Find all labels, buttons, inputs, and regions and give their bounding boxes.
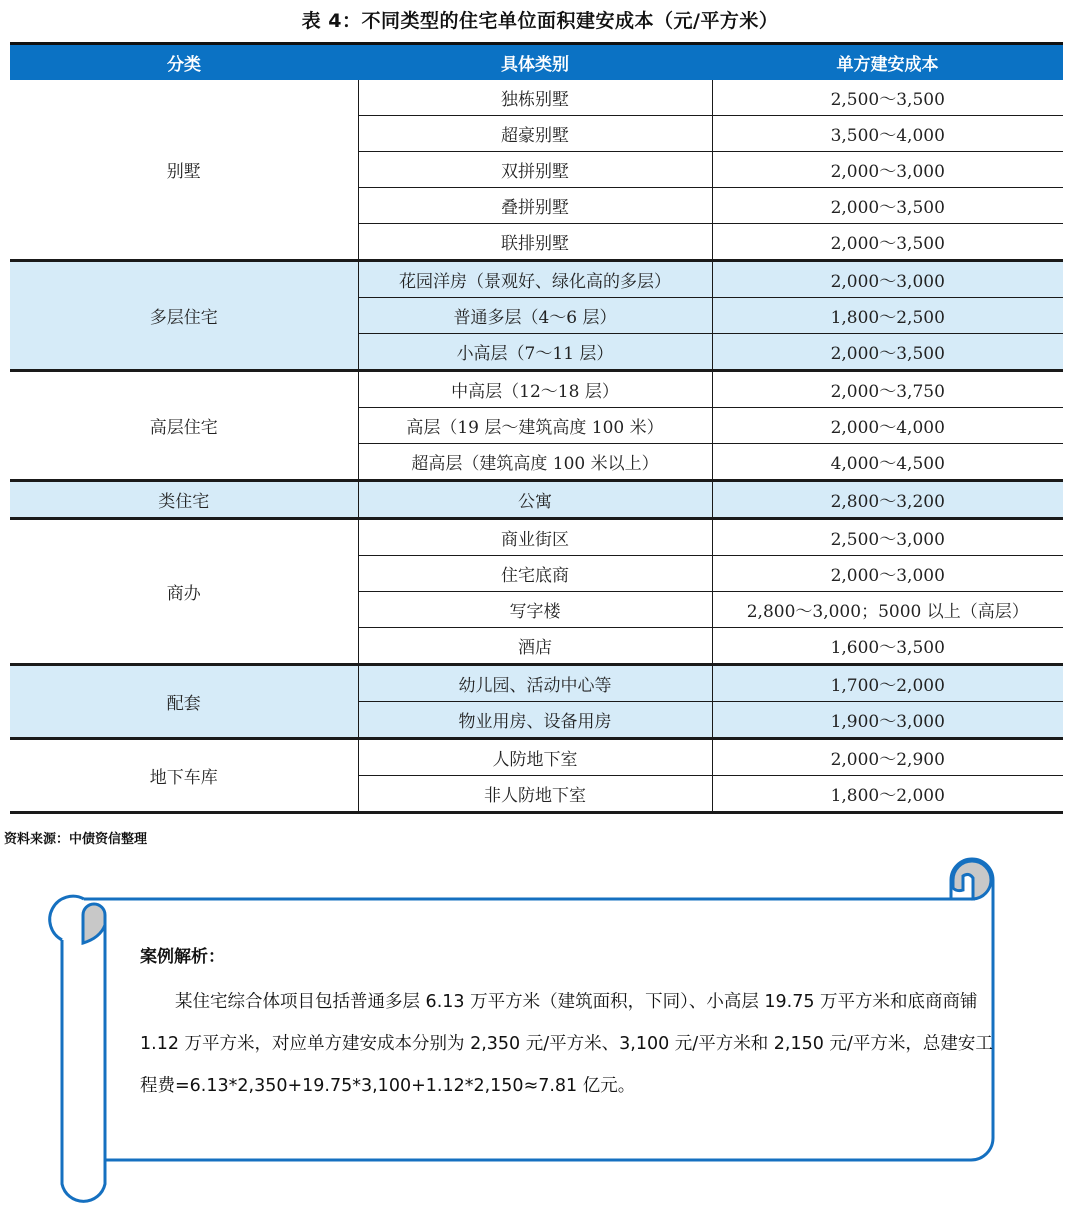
cost-cell: 1,600～3,500 <box>712 628 1063 665</box>
type-cell: 酒店 <box>358 628 712 665</box>
type-cell: 人防地下室 <box>358 739 712 776</box>
group-quasi-residential <box>10 481 1063 519</box>
cost-cell: 2,000～4,000 <box>712 408 1063 444</box>
table-row <box>10 481 1063 519</box>
type-cell: 物业用房、设备用房 <box>358 702 712 739</box>
cost-cell: 1,900～3,000 <box>712 702 1063 739</box>
cost-cell: 4,000～4,500 <box>712 444 1063 481</box>
table-row <box>10 261 1063 298</box>
group-supporting-facilities <box>10 665 1063 739</box>
right-curl-icon <box>953 861 991 899</box>
type-cell: 写字楼 <box>358 592 712 628</box>
header-type: 具体类别 <box>358 44 712 81</box>
cost-cell: 2,000～3,000 <box>712 556 1063 592</box>
type-cell: 商业街区 <box>358 519 712 556</box>
cost-cell: 2,000～3,500 <box>712 188 1063 224</box>
cost-cell: 2,000～2,900 <box>712 739 1063 776</box>
cost-cell: 3,500～4,000 <box>712 116 1063 152</box>
group-commercial-office <box>10 519 1063 665</box>
category-cell: 地下车库 <box>10 739 358 813</box>
type-cell: 公寓 <box>358 481 712 519</box>
cost-table <box>10 42 1063 814</box>
case-title: 案例解析： <box>140 947 225 967</box>
cost-cell: 2,000～3,750 <box>712 371 1063 408</box>
type-cell: 小高层（7～11 层） <box>358 334 712 371</box>
table-header-row <box>10 44 1063 81</box>
left-curl-icon <box>83 904 105 943</box>
case-body: 某住宅综合体项目包括普通多层 6.13 万平方米（建筑面积，下同）、小高层 19.75 万平方米和底商商铺 1.12 万平方米，对应单方建安成本分别为 2,350 元/平方米、3,100 元/平方米和 2,150 元/平方米，总建安工程费=6.13*2,350+19.75*3,100+1.12*2,150≈7.81 亿元。 <box>140 992 993 1096</box>
table-row <box>10 519 1063 556</box>
table-row <box>10 739 1063 776</box>
type-cell: 双拼别墅 <box>358 152 712 188</box>
type-cell: 普通多层（4～6 层） <box>358 298 712 334</box>
cost-cell: 1,700～2,000 <box>712 665 1063 702</box>
group-highrise <box>10 371 1063 481</box>
cost-cell: 2,000～3,000 <box>712 152 1063 188</box>
type-cell: 非人防地下室 <box>358 776 712 813</box>
type-cell: 幼儿园、活动中心等 <box>358 665 712 702</box>
group-underground-garage <box>10 739 1063 813</box>
source-note: 资料来源：中债资信整理 <box>4 832 148 847</box>
category-cell: 类住宅 <box>10 481 358 519</box>
category-cell: 商办 <box>10 519 358 665</box>
cost-cell: 2,000～3,500 <box>712 224 1063 261</box>
type-cell: 高层（19 层～建筑高度 100 米） <box>358 408 712 444</box>
type-cell: 联排别墅 <box>358 224 712 261</box>
cost-cell: 2,800～3,000；5000 以上（高层） <box>712 592 1063 628</box>
cost-cell: 2,000～3,000 <box>712 261 1063 298</box>
cost-cell: 1,800～2,500 <box>712 298 1063 334</box>
type-cell: 超豪别墅 <box>358 116 712 152</box>
cost-cell: 2,500～3,000 <box>712 519 1063 556</box>
cost-cell: 2,000～3,500 <box>712 334 1063 371</box>
table-title: 表 4：不同类型的住宅单位面积建安成本（元/平方米） <box>301 10 779 32</box>
table-row <box>10 371 1063 408</box>
type-cell: 超高层（建筑高度 100 米以上） <box>358 444 712 481</box>
type-cell: 叠拼别墅 <box>358 188 712 224</box>
cost-cell: 2,800～3,200 <box>712 481 1063 519</box>
cost-cell: 1,800～2,000 <box>712 776 1063 813</box>
group-villa <box>10 80 1063 261</box>
group-multistorey <box>10 261 1063 371</box>
category-cell: 多层住宅 <box>10 261 358 371</box>
category-cell: 高层住宅 <box>10 371 358 481</box>
type-cell: 住宅底商 <box>358 556 712 592</box>
type-cell: 独栋别墅 <box>358 80 712 116</box>
header-category: 分类 <box>10 44 358 81</box>
category-cell: 别墅 <box>10 80 358 261</box>
table-row <box>10 665 1063 702</box>
cost-cell: 2,500～3,500 <box>712 80 1063 116</box>
case-analysis <box>140 942 1000 1107</box>
category-cell: 配套 <box>10 665 358 739</box>
type-cell: 花园洋房（景观好、绿化高的多层） <box>358 261 712 298</box>
table-row <box>10 80 1063 116</box>
type-cell: 中高层（12～18 层） <box>358 371 712 408</box>
header-cost: 单方建安成本 <box>712 44 1063 81</box>
